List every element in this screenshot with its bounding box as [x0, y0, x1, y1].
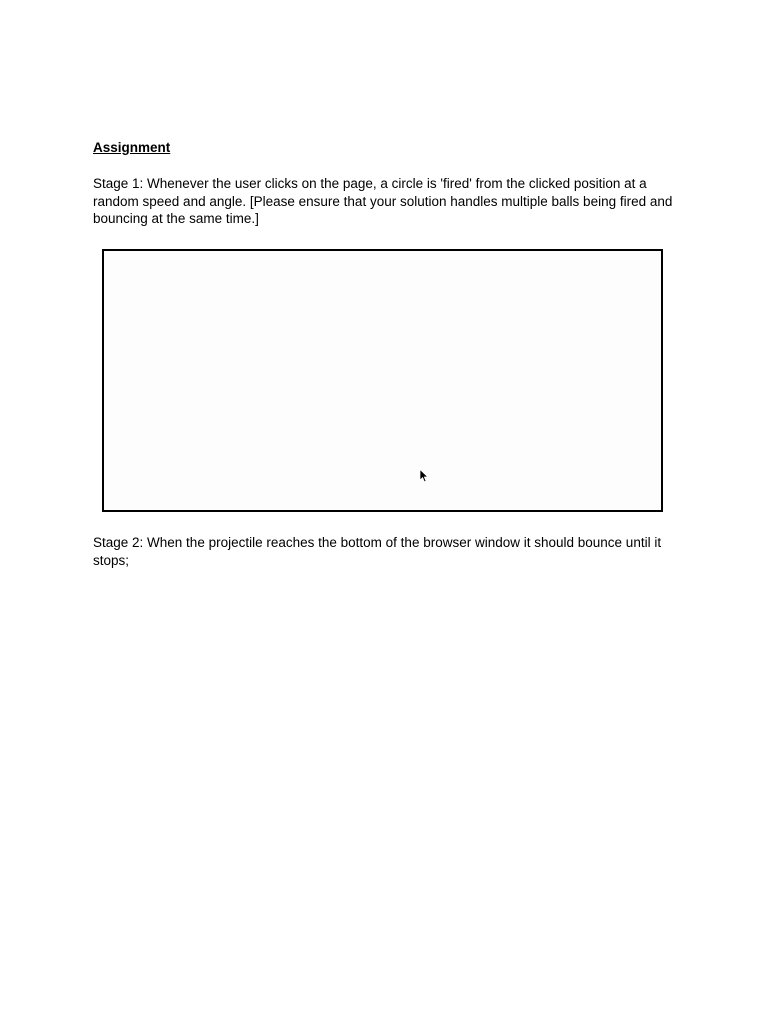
mouse-pointer-icon [419, 469, 429, 483]
demo-canvas-area[interactable] [102, 249, 663, 512]
stage-1-description: Stage 1: Whenever the user clicks on the page, a circle is 'fired' from the clicked position at a random speed and angle. [Please ensure that your solution handles multiple balls being fired and bouncing at the same time.] [93, 176, 673, 226]
assignment-heading: Assignment [93, 140, 171, 155]
stage-2-description: Stage 2: When the projectile reaches the bottom of the browser window it should bounce until it stops; [93, 535, 662, 568]
